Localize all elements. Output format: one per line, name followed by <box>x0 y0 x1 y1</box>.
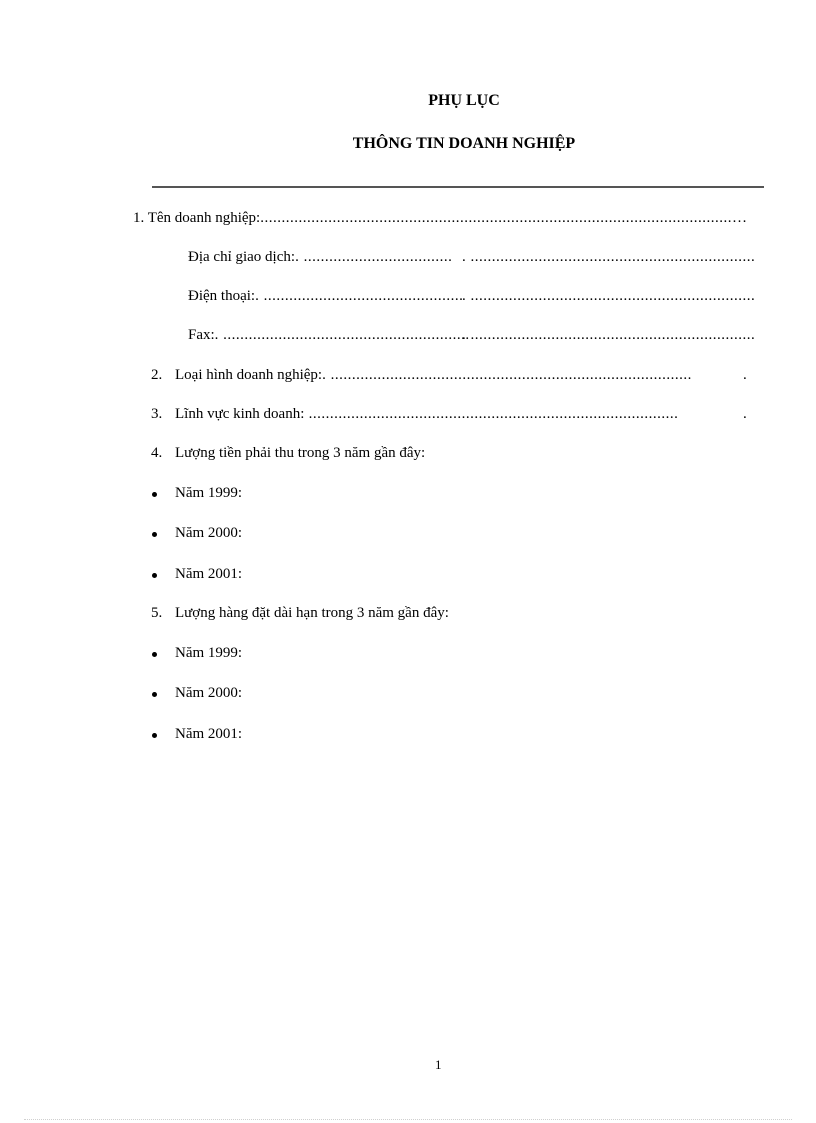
receivables-number: 4. <box>151 445 163 461</box>
page-subtitle: THÔNG TIN DOANH NGHIỆP <box>352 135 576 152</box>
address-field-2[interactable]: . ................................................................... <box>462 249 756 265</box>
business-sector-number: 3. <box>151 406 163 422</box>
page-title: PHỤ LỤC <box>428 92 500 109</box>
fax-row <box>188 327 470 344</box>
address-label: Địa chỉ giao dịch: <box>188 249 296 265</box>
fax-label: Fax: <box>188 327 215 343</box>
address-field-2-wrap <box>462 249 755 266</box>
business-type-number: 2. <box>151 367 163 383</box>
fax-field-2[interactable]: . ................................................................... <box>462 327 756 343</box>
phone-label: Điện thoại: <box>188 288 256 304</box>
orders-year-1999: Năm 1999: <box>175 645 243 661</box>
bullet-icon <box>152 573 157 578</box>
bullet-icon <box>152 692 157 697</box>
business-type-tail: . <box>743 367 747 383</box>
phone-field-2[interactable]: . ................................................................... <box>462 288 756 304</box>
orders-heading: Lượng hàng đặt dài hạn trong 3 năm gần đây: <box>175 605 449 621</box>
bullet-icon <box>152 492 157 497</box>
phone-row <box>188 288 463 305</box>
business-sector-field[interactable]: ....................................................................................... <box>304 406 679 422</box>
page-number: 1 <box>435 1057 442 1072</box>
receivables-year-2001: Năm 2001: <box>175 566 243 582</box>
receivables-year-1999: Năm 1999: <box>175 485 243 501</box>
business-sector-row <box>175 406 678 423</box>
business-type-row <box>175 367 692 384</box>
orders-year-2000: Năm 2000: <box>175 685 243 701</box>
business-sector-label: Lĩnh vực kinh doanh: <box>175 406 305 422</box>
fax-field-1[interactable]: . .......................................................... <box>214 327 470 343</box>
business-type-field[interactable]: . ..................................................................................... <box>322 367 692 383</box>
phone-field-2-wrap <box>462 288 755 305</box>
page-bottom-edge <box>24 1119 792 1120</box>
company-name-label: 1. Tên doanh nghiệp: <box>133 210 261 226</box>
orders-number: 5. <box>151 605 163 621</box>
address-field-1[interactable]: . ................................... <box>295 249 453 265</box>
business-type-label: Loại hình doanh nghiệp: <box>175 367 323 383</box>
receivables-year-2000: Năm 2000: <box>175 525 243 541</box>
bullet-icon <box>152 733 157 738</box>
fax-field-2-wrap <box>462 327 755 344</box>
orders-year-2001: Năm 2001: <box>175 726 243 742</box>
company-name-row <box>133 210 747 227</box>
phone-field-1[interactable]: . ............................................... <box>255 288 464 304</box>
address-row <box>188 249 452 266</box>
title-divider <box>152 186 764 188</box>
company-name-field[interactable]: ...............................................................................................................… <box>260 210 748 226</box>
receivables-heading: Lượng tiền phải thu trong 3 năm gần đây: <box>175 445 426 461</box>
business-sector-tail: . <box>743 406 747 422</box>
bullet-icon <box>152 652 157 657</box>
bullet-icon <box>152 532 157 537</box>
